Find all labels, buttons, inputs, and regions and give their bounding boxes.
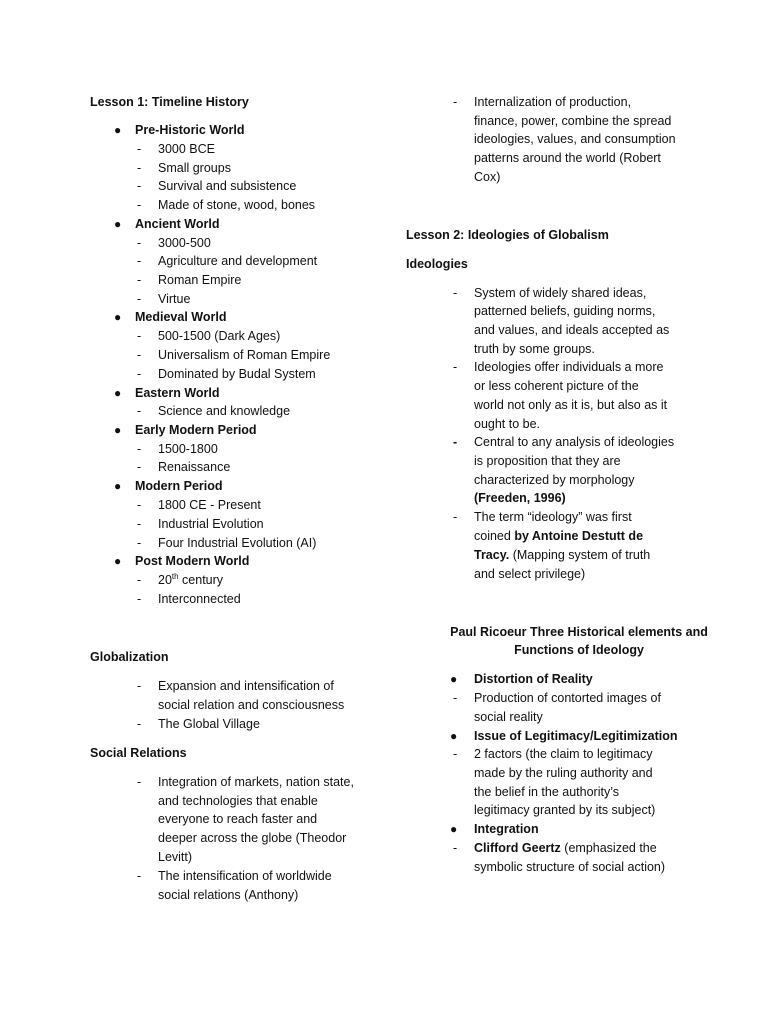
- timeline-item: 3000 BCE: [158, 142, 215, 156]
- author-destutt: by Antoine Destutt de: [514, 529, 644, 543]
- ricoeur-title-line-1: Paul Ricoeur Three Historical elements and: [450, 625, 708, 639]
- ideology-line: coined by Antoine Destutt de: [474, 529, 644, 543]
- paragraph-line: ideologies, values, and consumption: [474, 132, 676, 146]
- dash-icon: -: [453, 510, 458, 524]
- timeline-item: Dominated by Budal System: [158, 367, 316, 381]
- lesson-1-title: Lesson 1: Timeline History: [90, 95, 249, 109]
- paragraph-line: Internalization of production,: [474, 95, 632, 109]
- social-line: and technologies that enable: [158, 794, 318, 808]
- dash-icon: -: [137, 775, 142, 789]
- social-line: The intensification of worldwide: [158, 869, 332, 883]
- ricoeur-line: made by the ruling authority and: [474, 766, 653, 780]
- dash-icon: -: [453, 95, 458, 109]
- ideology-line: or less coherent picture of the: [474, 379, 639, 393]
- ideologies-title: Ideologies: [406, 257, 468, 271]
- ricoeur-line: the belief in the authority’s: [474, 785, 620, 799]
- timeline-item: 1800 CE - Present: [158, 498, 261, 512]
- bullet-icon: ●: [114, 386, 122, 400]
- bullet-icon: ●: [114, 310, 122, 324]
- dash-icon: -: [137, 179, 142, 193]
- bullet-icon: ●: [114, 217, 122, 231]
- ricoeur-line: 2 factors (the claim to legitimacy: [474, 747, 653, 761]
- dash-icon: -: [137, 198, 142, 212]
- ricoeur-line: symbolic structure of social action): [474, 860, 666, 874]
- ideology-line: characterized by morphology: [474, 473, 635, 487]
- timeline-item: Survival and subsistence: [158, 179, 297, 193]
- timeline-heading: Pre-Historic World: [135, 123, 245, 137]
- lesson-2-title: Lesson 2: Ideologies of Globalism: [406, 228, 609, 242]
- timeline-item: Made of stone, wood, bones: [158, 198, 316, 212]
- globalization-title: Globalization: [90, 650, 169, 664]
- dash-icon: -: [137, 254, 142, 268]
- ideology-line: world not only as it is, but also as it: [474, 398, 668, 412]
- timeline-item: Agriculture and development: [158, 254, 318, 268]
- dash-icon: -: [137, 161, 142, 175]
- ideology-line: ought to be.: [474, 417, 541, 431]
- dash-icon: -: [137, 367, 142, 381]
- ideology-line: is proposition that they are: [474, 454, 621, 468]
- ricoeur-line: social reality: [474, 710, 543, 724]
- ideology-line: and values, and ideals accepted as: [474, 323, 670, 337]
- dash-icon: -: [137, 273, 142, 287]
- timeline-item: Interconnected: [158, 592, 241, 606]
- timeline-item: Renaissance: [158, 460, 231, 474]
- dash-icon: -: [137, 717, 142, 731]
- timeline-item: Industrial Evolution: [158, 517, 264, 531]
- timeline-heading: Modern Period: [135, 479, 223, 493]
- timeline-item: 500-1500 (Dark Ages): [158, 329, 281, 343]
- timeline-item: Science and knowledge: [158, 404, 291, 418]
- ideology-line: System of widely shared ideas,: [474, 286, 647, 300]
- social-line: Integration of markets, nation state,: [158, 775, 354, 789]
- dash-icon: -: [453, 286, 458, 300]
- dash-icon: -: [137, 329, 142, 343]
- timeline-item: Virtue: [158, 292, 191, 306]
- dash-icon: -: [137, 498, 142, 512]
- timeline-heading: Post Modern World: [135, 554, 250, 568]
- dash-icon: -: [137, 442, 142, 456]
- author-geertz: Clifford Geertz: [474, 841, 561, 855]
- dash-icon: -: [137, 404, 142, 418]
- ideology-line: The term “ideology” was first: [474, 510, 632, 524]
- globalization-item: social relation and consciousness: [158, 698, 345, 712]
- globalization-item: The Global Village: [158, 717, 260, 731]
- ricoeur-line: legitimacy granted by its subject): [474, 803, 656, 817]
- dash-icon: -: [453, 360, 458, 374]
- timeline-item: Roman Empire: [158, 273, 242, 287]
- citation-freeden: (Freeden, 1996): [474, 491, 566, 505]
- bullet-icon: ●: [450, 672, 458, 686]
- globalization-item: Expansion and intensification of: [158, 679, 334, 693]
- bullet-icon: ●: [114, 423, 122, 437]
- dash-icon: -: [137, 592, 142, 606]
- dash-icon: -: [137, 573, 142, 587]
- timeline-item: Small groups: [158, 161, 231, 175]
- timeline-item: Four Industrial Evolution (AI): [158, 536, 317, 550]
- timeline-heading: Early Modern Period: [135, 423, 257, 437]
- ideology-line: Tracy. (Mapping system of truth: [474, 548, 651, 562]
- timeline-item: Universalism of Roman Empire: [158, 348, 331, 362]
- paragraph-line: finance, power, combine the spread: [474, 114, 672, 128]
- timeline-heading: Ancient World: [135, 217, 220, 231]
- timeline-heading: Medieval World: [135, 310, 227, 324]
- bullet-icon: ●: [114, 123, 122, 137]
- dash-icon: -: [137, 292, 142, 306]
- bullet-icon: ●: [114, 554, 122, 568]
- paragraph-line: Cox): [474, 170, 501, 184]
- ideology-line: and select privilege): [474, 567, 586, 581]
- ideology-line: truth by some groups.: [474, 342, 595, 356]
- ricoeur-heading: Issue of Legitimacy/Legitimization: [474, 729, 678, 743]
- timeline-item: 20th century: [158, 571, 224, 587]
- ideology-line: Central to any analysis of ideologies: [474, 435, 675, 449]
- timeline-heading: Eastern World: [135, 386, 220, 400]
- social-line: everyone to reach faster and: [158, 812, 318, 826]
- timeline-item: 3000-500: [158, 236, 211, 250]
- ricoeur-line: Production of contorted images of: [474, 691, 661, 705]
- ideology-line: Ideologies offer individuals a more: [474, 360, 664, 374]
- dash-icon: -: [137, 142, 142, 156]
- dash-icon: -: [453, 747, 458, 761]
- ricoeur-heading: Distortion of Reality: [474, 672, 593, 686]
- dash-icon: -: [137, 536, 142, 550]
- dash-icon: -: [137, 679, 142, 693]
- dash-icon: -: [137, 869, 142, 883]
- timeline-item: 1500-1800: [158, 442, 218, 456]
- dash-icon: -: [453, 841, 458, 855]
- dash-icon: -: [453, 691, 458, 705]
- ricoeur-title-line-2: Functions of Ideology: [514, 643, 644, 657]
- ricoeur-line: Clifford Geertz (emphasized the: [474, 841, 657, 855]
- ideology-line: patterned beliefs, guiding norms,: [474, 304, 656, 318]
- ricoeur-heading: Integration: [474, 822, 539, 836]
- dash-icon: -: [137, 517, 142, 531]
- social-relations-title: Social Relations: [90, 746, 187, 760]
- social-line: deeper across the globe (Theodor: [158, 831, 347, 845]
- bullet-icon: ●: [114, 479, 122, 493]
- dash-icon: -: [137, 348, 142, 362]
- dash-icon: -: [137, 460, 142, 474]
- dash-icon: -: [453, 435, 458, 449]
- social-line: Levitt): [158, 850, 193, 864]
- bullet-icon: ●: [450, 729, 458, 743]
- bullet-icon: ●: [450, 822, 458, 836]
- author-tracy: Tracy.: [474, 548, 510, 562]
- paragraph-line: patterns around the world (Robert: [474, 151, 661, 165]
- social-line: social relations (Anthony): [158, 888, 299, 902]
- dash-icon: -: [137, 236, 142, 250]
